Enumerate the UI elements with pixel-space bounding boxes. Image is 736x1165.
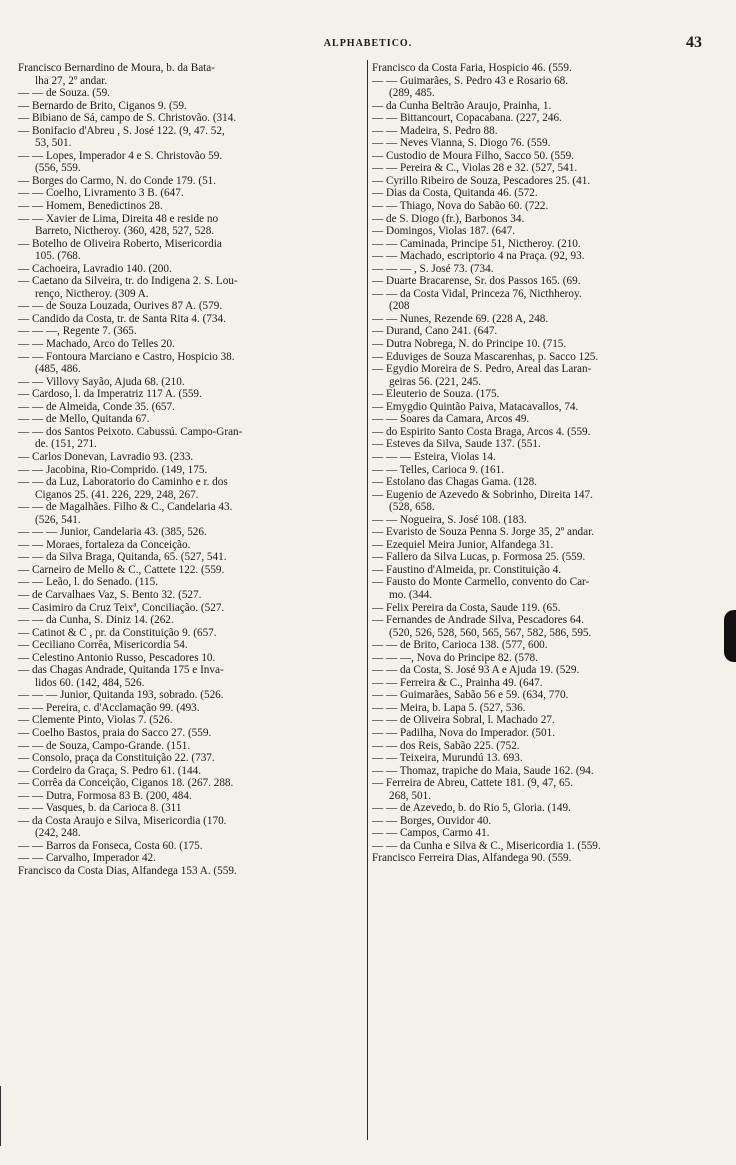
directory-entry-line: — — Guimarães, S. Pedro 43 e Rosario 68. <box>372 74 569 87</box>
directory-entry-line: — Eduviges de Souza Mascarenhas, p. Sacco 125. <box>372 350 599 363</box>
directory-entry-line: — — dos Santos Peixoto. Cabussú. Campo-Gran- <box>18 425 243 438</box>
directory-entry-line: — — Xavier de Lima, Direita 48 e reside no <box>18 212 219 225</box>
directory-entry-line: — Botelho de Oliveira Roberto, Misericordia <box>18 237 222 250</box>
directory-entry-line: — — Thomaz, trapiche do Maia, Saude 162. (94. <box>372 764 594 777</box>
directory-entry-line: — de Carvalhaes Vaz, S. Bento 32. (527. <box>18 588 202 601</box>
directory-entry-line: — — de Souza. (59. <box>18 87 110 100</box>
directory-entry-line: (208 <box>389 300 410 313</box>
directory-entry-line: — Ceciliano Corrêa, Misericordia 54. <box>18 639 188 652</box>
directory-entry-line: — — Moraes, fortaleza da Conceição. <box>18 538 191 551</box>
directory-entry-line: — da Costa Araujo e Silva, Misericordia (170. <box>18 814 227 827</box>
directory-entry-line: mo. (344. <box>389 588 433 601</box>
directory-entry-line: — — da Cunha, S. Diniz 14. (262. <box>18 614 174 627</box>
directory-entry-line: — Clemente Pinto, Violas 7. (526. <box>18 714 173 727</box>
thumb-mark <box>724 610 736 662</box>
directory-entry-line: — — — , S. José 73. (734. <box>372 262 494 275</box>
directory-entry-line: — Celestino Antonio Russo, Pescadores 10. <box>18 651 216 664</box>
directory-entry-line: — — Nogueira, S. José 108. (183. <box>372 513 527 526</box>
left-column <box>18 62 366 878</box>
directory-entry-line: (526, 541. <box>35 513 81 526</box>
directory-entry-line: — Catinot & C , pr. da Constituição 9. (657. <box>18 626 217 639</box>
directory-entry-line: — — Nunes, Rezende 69. (228 A, 248. <box>372 312 549 325</box>
directory-entry-line: — Carlos Donevan, Lavradio 93. (233. <box>18 450 194 463</box>
directory-entry-line: — — Thiago, Nova do Sabão 60. (722. <box>372 200 549 213</box>
directory-entry-line: (242, 248. <box>35 827 81 840</box>
directory-entry-line: (520, 526, 528, 560, 565, 567, 582, 586, 595. <box>389 626 592 639</box>
directory-entry-line: — — de Azevedo, b. do Rio 5, Gloria. (149. <box>372 802 571 815</box>
directory-entry-line: — das Chagas Andrade, Quitanda 175 e Inva- <box>18 664 224 677</box>
directory-entry-line: — — — Junior, Candelaria 43. (385, 526. <box>18 526 207 539</box>
directory-entry-line: 53, 501. <box>35 137 72 150</box>
directory-entry-line: — Fallero da Silva Lucas, p. Formosa 25. (559. <box>372 551 586 564</box>
directory-entry-line: — Eugenio de Azevedo & Sobrinho, Direita 147. <box>372 488 593 501</box>
directory-entry-line: — Eleuterio de Souza. (175. <box>372 388 500 401</box>
directory-entry-line: — — de Magalhães. Filho & C., Candelaria 43. <box>18 501 233 514</box>
directory-entry-line: — — de Almeida, Conde 35. (657. <box>18 400 175 413</box>
directory-entry-line: — — da Costa Vidal, Princeza 76, Nicthheroy. <box>372 287 582 300</box>
directory-entry-line: — Evaristo de Souza Penna S. Jorge 35, 2º andar. <box>372 526 595 539</box>
directory-entry-line: — — Caminada, Principe 51, Nictheroy. (210. <box>372 237 581 250</box>
directory-entry-line: — Emygdio Quintão Paiva, Matacavallos, 74. <box>372 400 579 413</box>
directory-entry-line: — do Espirito Santo Costa Braga, Arcos 4. (559. <box>372 425 591 438</box>
directory-entry-line: — Ezequiel Meira Junior, Alfandega 31. <box>372 538 554 551</box>
directory-entry-line: — — Vasques, b. da Carioca 8. (311 <box>18 802 182 815</box>
directory-entry-line: — Fernandes de Andrade Silva, Pescadores 64. <box>372 614 584 627</box>
directory-entry-line: — — da Cunha e Silva & C., Misericordia 1. (559. <box>372 839 601 852</box>
directory-entry-line: — Dias da Costa, Quitanda 46. (572. <box>372 187 538 200</box>
running-title: ALPHABETICO. <box>323 38 413 49</box>
page-number: 43 <box>686 34 702 51</box>
directory-entry-line: (556, 559. <box>35 162 81 175</box>
directory-entry-line: lha 27, 2º andar. <box>35 74 108 87</box>
directory-entry-line: — Caetano da Silveira, tr. do Indigena 2. S. Lou- <box>18 275 238 288</box>
directory-entry-line: — Bibiano de Sá, campo de S. Christovão. (314. <box>18 112 237 125</box>
directory-entry-line: — da Cunha Beltrão Araujo, Prainha, 1. <box>372 99 552 112</box>
directory-entry-line: — Domingos, Violas 187. (647. <box>372 225 516 238</box>
directory-entry-line: — Custodio de Moura Filho, Sacco 50. (559. <box>372 149 574 162</box>
directory-entry-line: — — Dutra, Formosa 83 B. (200, 484. <box>18 789 192 802</box>
directory-entry-line: — — de Souza, Campo-Grande. (151. <box>18 739 191 752</box>
directory-entry-line: — — Bittancourt, Copacabana. (227, 246. <box>372 112 562 125</box>
directory-entry-line: — Borges do Carmo, N. do Conde 179. (51. <box>18 174 217 187</box>
directory-entry-line: — — — Esteira, Violas 14. <box>372 450 496 463</box>
directory-entry-line: — Casimiro da Cruz Teixª, Conciliação. (527. <box>18 601 225 614</box>
directory-entry-line: — Bernardo de Brito, Ciganos 9. (59. <box>18 99 187 112</box>
directory-entry-line: — — Guimarães, Sabão 56 e 59. (634, 770. <box>372 689 569 702</box>
directory-entry-line: — — Pereira & C., Violas 28 e 32. (527, 541. <box>372 162 578 175</box>
directory-entry-line: — — de Oliveira Sobral, l. Machado 27. <box>372 714 555 727</box>
directory-entry-line: — — Machado, Arco do Telles 20. <box>18 338 175 351</box>
directory-entry-line: — Carneiro de Mello & C., Cattete 122. (559. <box>18 563 225 576</box>
directory-entry-line: — — —, Regente 7. (365. <box>18 325 137 338</box>
directory-entry-line: — — — Junior, Quitanda 193, sobrado. (526. <box>18 689 224 702</box>
directory-entry-line: Francisco Bernardino de Moura, b. da Bata- <box>18 62 215 74</box>
directory-entry-line: (289, 485. <box>389 87 435 100</box>
directory-entry-line: 268, 501. <box>389 789 431 802</box>
directory-entry-line: lidos 60. (142, 484, 526. <box>35 676 145 689</box>
directory-entry-line: — Cordeiro da Graça, S. Pedro 61. (144. <box>18 764 201 777</box>
directory-entry-line: Francisco da Costa Faria, Hospicio 46. (559. <box>372 62 572 74</box>
directory-entry-line: — Bonifacio d'Abreu , S. José 122. (9, 47. 52, <box>18 124 225 137</box>
directory-entry-line: — — Borges, Ouvidor 40. <box>372 814 492 827</box>
directory-entry-line: — — Machado, escriptorio 4 na Praça. (92, 93. <box>372 250 585 263</box>
directory-entry-line: — — Madeira, S. Pedro 88. <box>372 124 498 137</box>
directory-entry-line: Francisco Ferreira Dias, Alfandega 90. (559. <box>372 852 572 865</box>
directory-entry-line: — de S. Diogo (fr.), Barbonos 34. <box>372 212 525 225</box>
directory-entry-line: — Cyrillo Ribeiro de Souza, Pescadores 25. (41. <box>372 174 591 187</box>
directory-entry-line: — — —, Nova do Principe 82. (578. <box>372 651 538 664</box>
right-column <box>372 62 712 865</box>
directory-entry-line: — Egydio Moreira de S. Pedro, Areal das Laran- <box>372 363 592 376</box>
directory-entry-line: — — Campos, Carmo 41. <box>372 827 490 840</box>
directory-entry-line: — Faustino d'Almeida, pr. Constituição 4. <box>372 563 562 576</box>
directory-entry-line: — — Coelho, Livramento 3 B. (647. <box>18 187 184 200</box>
directory-entry-line: — — Jacobina, Rio-Comprido. (149, 175. <box>18 463 208 476</box>
directory-entry-line: — — Barros da Fonseca, Costa 60. (175. <box>18 839 203 852</box>
directory-entry-line: Francisco da Costa Dias, Alfandega 153 A. (559. <box>18 865 237 877</box>
directory-entry-line: — — da Luz, Laboratorio do Caminho e r. dos <box>18 476 228 489</box>
directory-entry-line: — — Homem, Benedictinos 28. <box>18 200 163 213</box>
directory-entry-line: — Cachoeira, Lavradio 140. (200. <box>18 262 172 275</box>
directory-entry-line: — — Pereira, c. d'Acclamação 99. (493. <box>18 701 200 714</box>
directory-entry-line: — Corrêa da Conceição, Ciganos 18. (267. 288. <box>18 777 234 790</box>
directory-entry-line: — — Teixeira, Murundú 13. 693. <box>372 752 523 765</box>
directory-entry-line: — Durand, Cano 241. (647. <box>372 325 498 338</box>
directory-entry-line: — — Neves Vianna, S. Diogo 76. (559. <box>372 137 551 150</box>
directory-entry-line: — — de Mello, Quitanda 67. <box>18 413 150 426</box>
directory-entry-line: geiras 56. (221, 245. <box>389 375 481 388</box>
directory-entry-line: — Esteves da Silva, Saude 137. (551. <box>372 438 541 451</box>
directory-entry-line: — — Leão, l. do Senado. (115. <box>18 576 159 589</box>
directory-entry-line: — Coelho Bastos, praia do Sacco 27. (559. <box>18 726 212 739</box>
directory-entry-line: — — de Souza Louzada, Ourives 87 A. (579. <box>18 300 223 313</box>
directory-entry-line: — — Meira, b. Lapa 5. (527, 536. <box>372 701 526 714</box>
directory-entry-line: — — Lopes, Imperador 4 e S. Christovão 59. <box>18 149 223 162</box>
directory-entry-line: — Ferreira de Abreu, Cattete 181. (9, 47, 65. <box>372 777 574 790</box>
page-edge-mark <box>0 1086 1 1146</box>
directory-entry-line: Barreto, Nictheroy. (360, 428, 527, 528. <box>35 225 215 238</box>
directory-entry-line: — — Ferreira & C., Prainha 49. (647. <box>372 676 543 689</box>
directory-entry-line: — — da Silva Braga, Quitanda, 65. (527, 541. <box>18 551 227 564</box>
directory-entry-line: — — Soares da Camara, Arcos 49. <box>372 413 530 426</box>
directory-entry-line: — Felix Pereira da Costa, Saude 119. (65. <box>372 601 561 614</box>
directory-entry-line: — — Villovy Sayão, Ajuda 68. (210. <box>18 375 185 388</box>
column-divider <box>367 60 368 1140</box>
directory-entry-line: — — Padilha, Nova do Imperador. (501. <box>372 726 556 739</box>
directory-entry-line: — Candido da Costa, tr. de Santa Rita 4. (734. <box>18 312 226 325</box>
directory-entry-line: Ciganos 25. (41. 226, 229, 248, 267. <box>35 488 199 501</box>
directory-entry-line: — — da Costa, S. José 93 A e Ajuda 19. (529. <box>372 664 580 677</box>
directory-entry-line: — — de Brito, Carioca 138. (577, 600. <box>372 639 548 652</box>
directory-entry-line: — — Fontoura Marciano e Castro, Hospicio 38. <box>18 350 235 363</box>
directory-entry-line: — Dutra Nobrega, N. do Principe 10. (715. <box>372 338 567 351</box>
directory-entry-line: (528, 658. <box>389 501 435 514</box>
directory-entry-line: — Fausto do Monte Carmello, convento do Car- <box>372 576 590 589</box>
page-header <box>0 34 736 54</box>
directory-entry-line: — — dos Reis, Sabão 225. (752. <box>372 739 520 752</box>
directory-entry-line: — Cardoso, l. da Imperatriz 117 A. (559. <box>18 388 202 401</box>
directory-entry-line: — — Carvalho, Imperador 42. <box>18 852 156 865</box>
directory-entry-line: de. (151, 271. <box>35 438 97 451</box>
directory-entry-line: — Estolano das Chagas Gama. (128. <box>372 476 537 489</box>
directory-entry-line: 105. (768. <box>35 250 81 263</box>
directory-entry-line: — Duarte Bracarense, Sr. dos Passos 165. (69. <box>372 275 581 288</box>
directory-entry-line: — Consolo, praça da Constituição 22. (737. <box>18 752 215 765</box>
directory-entry-line: — — Telles, Carioca 9. (161. <box>372 463 504 476</box>
directory-entry-line: (485, 486. <box>35 363 81 376</box>
directory-entry-line: renço, Nictheroy. (309 A. <box>35 287 149 300</box>
